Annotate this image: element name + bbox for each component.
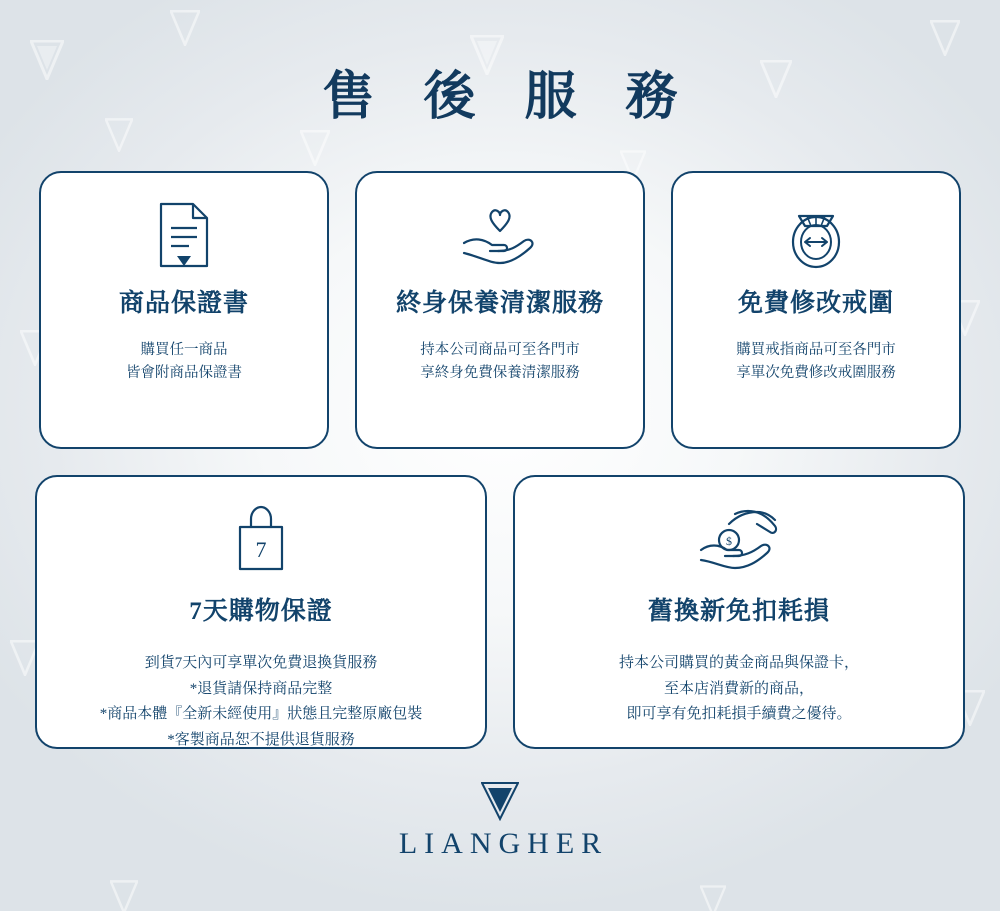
service-card-title: 免費修改戒圍 bbox=[737, 290, 894, 317]
service-card-body bbox=[404, 339, 596, 386]
service-card-title: 舊換新免扣耗損 bbox=[647, 598, 830, 625]
footer bbox=[0, 781, 1000, 861]
service-card-lifetime-care bbox=[355, 171, 645, 449]
service-card-line: 享終身免費保養清潔服務 bbox=[420, 365, 580, 382]
service-card-line: 享單次免費修改戒圍服務 bbox=[736, 365, 896, 382]
watermark-mark bbox=[700, 885, 726, 911]
service-card-title: 商品保證書 bbox=[118, 290, 249, 317]
watermark-mark bbox=[110, 880, 138, 911]
service-card-line: 至本店消費新的商品， bbox=[663, 680, 814, 697]
ring-resize-icon bbox=[785, 199, 847, 271]
service-card-line: 購買戒指商品可至各門市 bbox=[736, 342, 896, 358]
hands-money-exchange-icon bbox=[691, 503, 787, 575]
service-card-line: 皆會附商品保證書 bbox=[126, 365, 242, 382]
liangher-diamond-icon bbox=[481, 781, 519, 821]
service-card-line: 持本公司商品可至各門市 bbox=[420, 342, 580, 358]
service-card-line: *退貨請保持商品完整 bbox=[189, 680, 333, 697]
service-card-line: 即可享有免扣耗損手續費之優待。 bbox=[626, 706, 852, 722]
service-card-body bbox=[603, 651, 875, 728]
service-card-gold-exchange bbox=[513, 475, 965, 749]
page-title: 售 後 服 務 bbox=[322, 69, 696, 126]
service-card-line: *客製商品恕不提供退貨服務 bbox=[167, 731, 355, 748]
service-card-body bbox=[720, 339, 912, 386]
watermark-mark bbox=[300, 130, 330, 166]
service-card-line: 持本公司購買的黃金商品與保證卡， bbox=[618, 655, 859, 671]
services-bottom-row bbox=[0, 475, 1000, 749]
service-card-title: 7天購物保證 bbox=[189, 598, 333, 625]
service-card-warranty bbox=[39, 171, 329, 449]
svg-text:7: 7 bbox=[255, 537, 267, 562]
services-top-row bbox=[0, 171, 1000, 449]
service-card-line: 到貨7天內可享單次免費退換貨服務 bbox=[144, 655, 378, 671]
watermark-mark bbox=[170, 10, 200, 46]
service-card-7day-guarantee bbox=[35, 475, 487, 749]
watermark-mark bbox=[930, 20, 960, 56]
service-card-body bbox=[84, 651, 439, 753]
certificate-document-icon bbox=[157, 199, 211, 271]
brand-wordmark: LIANGHER bbox=[398, 827, 609, 860]
svg-text:$: $ bbox=[726, 534, 732, 548]
hand-heart-icon bbox=[458, 199, 542, 271]
service-card-line: *商品本體『全新未經使用』狀態且完整原廠包裝 bbox=[99, 706, 423, 722]
service-card-line: 購買任一商品 bbox=[140, 342, 228, 358]
service-card-body bbox=[110, 339, 258, 386]
shopping-bag-7-icon bbox=[230, 503, 292, 575]
service-card-ring-resize bbox=[671, 171, 961, 449]
service-card-title: 終身保養清潔服務 bbox=[395, 290, 604, 317]
